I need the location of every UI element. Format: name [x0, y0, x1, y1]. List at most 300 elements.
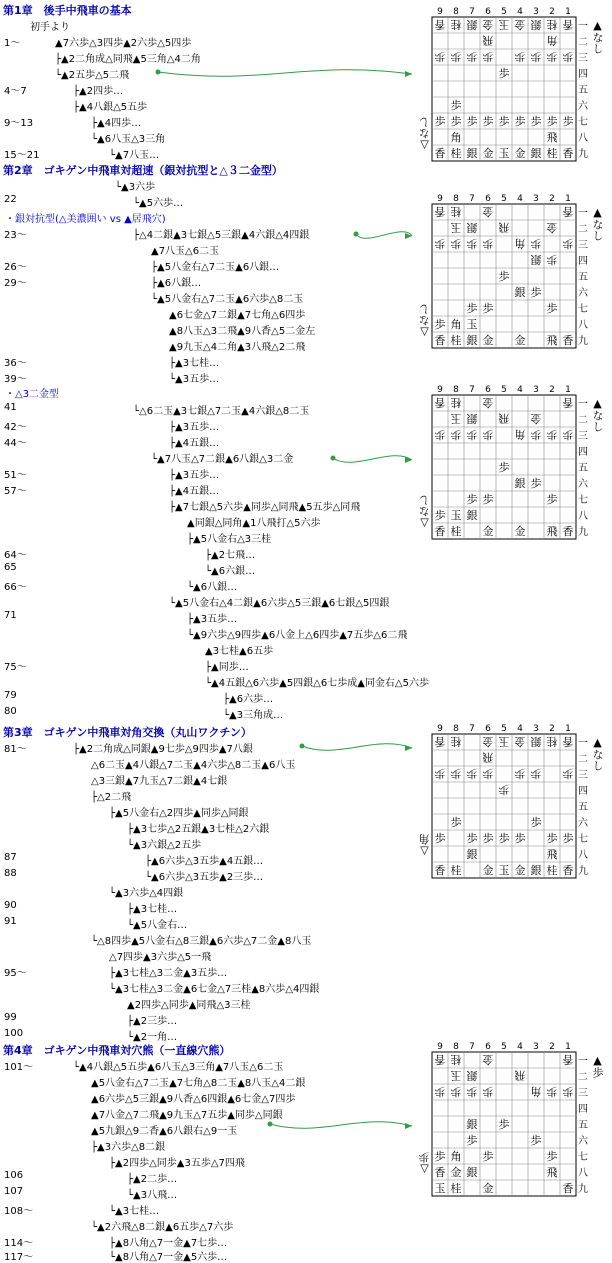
shogi-board — [420, 1040, 612, 1212]
shogi-piece: 歩 — [450, 115, 462, 128]
move-sequence: └▲8八角△7一金▲5六歩… — [109, 1252, 228, 1263]
move-number: 1〜 — [4, 38, 21, 49]
shogi-piece: 歩 — [434, 115, 446, 128]
move-line — [0, 1028, 420, 1042]
move-sequence: ├▲3七桂… — [127, 904, 178, 915]
shogi-piece: 桂 — [450, 1053, 462, 1066]
rank-label: 七 — [578, 834, 588, 845]
rank-label: 七 — [578, 304, 588, 315]
move-sequence: ├▲2七飛… — [205, 550, 256, 561]
shogi-piece: 歩 — [466, 832, 478, 845]
shogi-piece: 歩 — [530, 115, 542, 128]
move-line — [0, 1234, 420, 1248]
move-sequence: ├▲3七歩△2五銀▲3七桂△2六銀 — [127, 824, 270, 835]
move-number: 81〜 — [4, 744, 27, 755]
file-label: 2 — [549, 7, 555, 17]
move-line — [0, 34, 420, 48]
rank-label: 七 — [578, 1152, 588, 1163]
move-sequence: ├▲3七桂△3二金▲3五歩… — [109, 968, 228, 979]
shogi-piece: 歩 — [546, 115, 558, 128]
rank-label: 五 — [578, 1120, 588, 1131]
move-line — [0, 322, 420, 336]
shogi-piece: 香 — [562, 525, 574, 538]
move-line — [0, 916, 420, 930]
rank-label: 六 — [578, 818, 588, 829]
shogi-piece: 金 — [514, 147, 526, 160]
shogi-piece: 歩 — [562, 832, 574, 845]
shogi-piece: 銀 — [466, 848, 478, 861]
shogi-piece: 銀 — [466, 1118, 478, 1131]
move-line — [0, 258, 420, 272]
move-line — [0, 756, 420, 770]
move-line — [0, 82, 420, 96]
file-label: 7 — [469, 724, 475, 734]
rank-label: 五 — [578, 272, 588, 283]
move-sequence: ├▲6六歩△3五歩▲4五銀… — [145, 856, 264, 867]
shogi-piece: 飛 — [546, 848, 558, 861]
move-sequence: ├▲2二角成△同飛▲5三角△4二角 — [55, 54, 201, 65]
move-number: 42〜 — [4, 422, 27, 433]
move-sequence: └▲3五歩… — [169, 374, 220, 385]
shogi-piece: 歩 — [562, 767, 574, 780]
shogi-piece: 歩 — [482, 1150, 494, 1163]
shogi-piece: 金 — [482, 1182, 494, 1195]
file-label: 4 — [517, 1042, 523, 1052]
shogi-piece: 飛 — [482, 751, 494, 764]
move-sequence: └▲6八玉△3三角 — [91, 134, 166, 145]
file-label: 2 — [549, 724, 555, 734]
shogi-piece: 歩 — [530, 1134, 542, 1147]
shogi-piece: 金 — [514, 334, 526, 347]
shogi-piece: 歩 — [530, 50, 542, 63]
move-line — [0, 820, 420, 834]
move-sequence: └▲9六歩△9四歩▲6八金上△6四歩▲7五歩△6二飛 — [187, 630, 408, 641]
shogi-piece: 金 — [482, 525, 494, 538]
move-line — [0, 242, 420, 256]
move-sequence: ├▲4八銀△5五歩 — [73, 102, 148, 113]
move-line — [0, 402, 420, 416]
shogi-piece: 歩 — [546, 428, 558, 441]
shogi-piece: 金 — [482, 396, 494, 409]
shogi-piece: 桂 — [546, 864, 558, 877]
shogi-piece: 歩 — [562, 1085, 574, 1098]
move-sequence: └▲6六銀… — [205, 566, 256, 577]
file-label: 8 — [453, 194, 459, 204]
move-number: 108〜 — [4, 1206, 34, 1217]
shogi-piece: 香 — [434, 396, 446, 409]
gote-hand: ▲なし — [591, 397, 604, 432]
shogi-piece: 歩 — [514, 767, 526, 780]
board-diagram — [420, 722, 612, 894]
shogi-piece: 歩 — [434, 50, 446, 63]
shogi-piece: 飛 — [482, 34, 494, 47]
move-number: 22 — [4, 194, 17, 205]
shogi-piece: 玉 — [450, 221, 462, 234]
move-sequence: ├▲3七桂… — [169, 358, 220, 369]
shogi-piece: 香 — [562, 735, 574, 748]
move-sequence: ├▲8八角△7一金▲7七歩… — [109, 1238, 228, 1249]
sente-hand: △なし — [418, 495, 431, 530]
move-sequence: ├▲5八金右△3三桂 — [187, 534, 272, 545]
shogi-piece: 玉 — [498, 147, 510, 160]
shogi-piece: 歩 — [514, 115, 526, 128]
move-line — [0, 804, 420, 818]
move-line — [0, 594, 420, 608]
move-line — [0, 290, 420, 304]
rank-label: 三 — [578, 431, 588, 442]
move-sequence: ├▲4五銀… — [169, 438, 220, 449]
file-label: 6 — [485, 1042, 491, 1052]
sente-hand: △歩 — [418, 1152, 431, 1176]
shogi-piece: 飛 — [546, 131, 558, 144]
shogi-piece: 銀 — [466, 412, 478, 425]
sente-hand: △角 — [418, 834, 431, 858]
move-sequence: ▲5九銀△9二香▲6八銀右△9一玉 — [91, 1126, 238, 1137]
shogi-piece: 歩 — [450, 50, 462, 63]
shogi-piece: 角 — [514, 428, 526, 441]
shogi-piece: 歩 — [434, 1150, 446, 1163]
rank-label: 三 — [578, 770, 588, 781]
rank-label: 四 — [578, 447, 588, 458]
board-diagram — [420, 383, 612, 555]
file-label: 1 — [565, 194, 571, 204]
move-line — [0, 466, 420, 480]
rank-label: 七 — [578, 117, 588, 128]
shogi-piece: 香 — [562, 864, 574, 877]
shogi-piece: 飛 — [498, 221, 510, 234]
shogi-piece: 桂 — [546, 147, 558, 160]
move-sequence: └▲5六歩… — [133, 198, 184, 209]
shogi-piece: 銀 — [514, 477, 526, 490]
shogi-piece: 玉 — [466, 318, 478, 331]
shogi-piece: 銀 — [530, 864, 542, 877]
shogi-piece: 歩 — [466, 493, 478, 506]
move-line — [0, 306, 420, 320]
gote-hand: ▲なし — [591, 736, 604, 771]
file-label: 1 — [565, 724, 571, 734]
move-sequence: ├▲6六歩… — [223, 694, 274, 705]
shogi-piece: 歩 — [450, 99, 462, 112]
move-line — [0, 338, 420, 352]
shogi-piece: 銀 — [466, 147, 478, 160]
move-line — [0, 450, 420, 464]
shogi-piece: 歩 — [434, 509, 446, 522]
board-diagram — [420, 1040, 612, 1212]
shogi-piece: 歩 — [562, 115, 574, 128]
move-sequence: ▲2四歩△同歩▲同飛△3三桂 — [127, 1000, 251, 1011]
move-line — [0, 642, 420, 656]
move-line — [0, 354, 420, 368]
shogi-piece: 飛 — [546, 525, 558, 538]
move-sequence: ▲9九玉△4二角▲3八飛△2二飛 — [169, 342, 306, 353]
gote-hand: ▲なし — [591, 206, 604, 241]
move-number: 114〜 — [4, 1238, 34, 1249]
file-label: 3 — [533, 7, 539, 17]
shogi-piece: 香 — [434, 864, 446, 877]
file-label: 1 — [565, 1042, 571, 1052]
shogi-piece: 金 — [450, 1166, 462, 1179]
shogi-piece: 歩 — [546, 832, 558, 845]
move-sequence: 初手より — [30, 22, 70, 33]
rank-label: 四 — [578, 69, 588, 80]
shogi-piece: 金 — [482, 735, 494, 748]
shogi-piece: 歩 — [466, 302, 478, 315]
shogi-piece: 歩 — [482, 767, 494, 780]
shogi-piece: 歩 — [466, 237, 478, 250]
shogi-piece: 香 — [434, 18, 446, 31]
shogi-piece: 歩 — [498, 270, 510, 283]
shogi-piece: 歩 — [546, 302, 558, 315]
shogi-piece: 銀 — [466, 18, 478, 31]
rank-label: 三 — [578, 240, 588, 251]
move-line — [0, 836, 420, 850]
shogi-piece: 歩 — [482, 493, 494, 506]
file-label: 6 — [485, 7, 491, 17]
shogi-piece: 飛 — [498, 412, 510, 425]
move-sequence: ▲3七桂▲6五歩 — [205, 646, 274, 657]
shogi-piece: 歩 — [482, 115, 494, 128]
move-line — [0, 274, 420, 288]
rank-label: 一 — [578, 738, 588, 749]
move-number: 79 — [4, 690, 17, 701]
rank-label: 五 — [578, 85, 588, 96]
move-line — [0, 1058, 420, 1072]
file-label: 2 — [549, 194, 555, 204]
move-line — [0, 578, 420, 592]
shogi-piece: 歩 — [450, 428, 462, 441]
move-sequence: └▲5八金右… — [127, 920, 188, 931]
move-sequence: ├△2二飛 — [91, 792, 132, 803]
move-line — [0, 418, 420, 432]
move-number: 41 — [4, 402, 17, 413]
rank-label: 三 — [578, 1088, 588, 1099]
move-line — [0, 146, 420, 160]
shogi-piece: 歩 — [466, 428, 478, 441]
file-label: 2 — [549, 385, 555, 395]
shogi-piece: 銀 — [530, 18, 542, 31]
file-label: 3 — [533, 194, 539, 204]
rank-label: 三 — [578, 53, 588, 64]
rank-label: 二 — [578, 754, 588, 765]
move-line — [0, 98, 420, 112]
shogi-piece: 香 — [434, 525, 446, 538]
move-line — [0, 546, 420, 560]
file-label: 9 — [437, 1042, 443, 1052]
shogi-piece: 歩 — [498, 783, 510, 796]
file-label: 8 — [453, 7, 459, 17]
move-sequence: ├▲2四歩… — [73, 86, 124, 97]
shogi-piece: 香 — [434, 1053, 446, 1066]
shogi-piece: 金 — [482, 864, 494, 877]
move-line — [0, 370, 420, 384]
shogi-piece: 玉 — [498, 864, 510, 877]
file-label: 9 — [437, 7, 443, 17]
file-label: 8 — [453, 1042, 459, 1052]
move-line — [0, 178, 420, 192]
move-number: 39〜 — [4, 374, 27, 385]
move-sequence: ├▲5八金右△2四歩▲同歩△同銀 — [109, 808, 249, 819]
rank-label: 四 — [578, 786, 588, 797]
shogi-piece: 香 — [434, 205, 446, 218]
shogi-piece: 歩 — [498, 1118, 510, 1131]
file-label: 1 — [565, 7, 571, 17]
move-line — [0, 482, 420, 496]
move-line — [0, 1106, 420, 1120]
rank-label: 一 — [578, 1056, 588, 1067]
move-sequence: └▲3六歩△4四銀 — [109, 888, 184, 899]
move-line — [0, 674, 429, 689]
move-number: 29〜 — [4, 278, 27, 289]
rank-label: 一 — [578, 21, 588, 32]
file-label: 5 — [501, 194, 507, 204]
rank-label: 八 — [578, 1168, 588, 1179]
file-label: 5 — [501, 385, 507, 395]
move-line — [0, 1122, 420, 1136]
shogi-piece: 銀 — [466, 509, 478, 522]
shogi-piece: 銀 — [466, 1069, 478, 1082]
file-label: 6 — [485, 194, 491, 204]
shogi-piece: 歩 — [466, 767, 478, 780]
shogi-piece: 香 — [562, 18, 574, 31]
move-sequence: ▲8八玉△3二飛▲9八香△5二金左 — [169, 326, 316, 337]
move-line — [0, 1090, 420, 1104]
chapter-title: 第1章 後手中飛車の基本 — [3, 4, 132, 17]
shogi-piece: 歩 — [530, 767, 542, 780]
shogi-piece: 歩 — [530, 237, 542, 250]
move-line — [0, 18, 420, 32]
move-number: 107 — [4, 1186, 24, 1197]
chapter-title: 第3章 ゴキゲン中飛車対角交換（丸山ワクチン） — [3, 726, 252, 739]
file-label: 7 — [469, 385, 475, 395]
board-diagram — [420, 5, 612, 177]
move-number: 26〜 — [4, 262, 27, 273]
shogi-piece: 歩 — [498, 115, 510, 128]
move-sequence: └▲2五歩△5二飛 — [55, 70, 130, 81]
move-line — [0, 706, 420, 720]
move-line — [0, 1186, 420, 1200]
rank-label: 一 — [578, 208, 588, 219]
move-sequence: ▲7六歩△3四歩▲2六歩△5四歩 — [55, 38, 192, 49]
move-sequence: ├▲2二歩… — [127, 1174, 178, 1185]
shogi-piece: 金 — [514, 18, 526, 31]
move-line — [0, 788, 420, 802]
rank-label: 八 — [578, 320, 588, 331]
move-sequence: ├▲2四歩△同歩▲3五歩△7四飛 — [109, 1158, 245, 1169]
move-sequence: └▲2一角… — [127, 1032, 178, 1043]
shogi-piece: 桂 — [450, 147, 462, 160]
shogi-piece: 香 — [562, 1053, 574, 1066]
shogi-piece: 歩 — [498, 67, 510, 80]
move-sequence: △6二玉▲4八銀△7二玉▲4六歩△8二玉▲6八玉 — [91, 760, 296, 771]
shogi-piece: 飛 — [514, 1069, 526, 1082]
rank-label: 六 — [578, 479, 588, 490]
move-line — [0, 1218, 420, 1232]
move-line — [0, 610, 420, 624]
shogi-piece: 銀 — [514, 286, 526, 299]
shogi-piece: 桂 — [450, 18, 462, 31]
shogi-piece: 歩 — [466, 115, 478, 128]
move-number: 100 — [4, 1028, 24, 1039]
rank-label: 二 — [578, 224, 588, 235]
shogi-piece: 歩 — [450, 816, 462, 829]
rank-label: 六 — [578, 101, 588, 112]
shogi-piece: 歩 — [482, 832, 494, 845]
shogi-piece: 歩 — [514, 832, 526, 845]
move-number: 9〜13 — [4, 118, 34, 129]
shogi-board — [420, 383, 612, 555]
subsection-title: ・△3二金型 — [5, 389, 60, 400]
shogi-board — [420, 722, 612, 894]
shogi-piece: 玉 — [450, 509, 462, 522]
move-number: 64〜 — [4, 550, 27, 561]
file-label: 5 — [501, 7, 507, 17]
move-line — [0, 1012, 420, 1026]
shogi-piece: 角 — [450, 318, 462, 331]
move-sequence: └▲6六歩△3五歩▲2三歩… — [145, 872, 264, 883]
move-sequence: ├▲3五歩… — [169, 470, 220, 481]
shogi-piece: 歩 — [546, 50, 558, 63]
shogi-piece: 桂 — [546, 735, 558, 748]
move-sequence: ├▲2三歩… — [127, 1016, 178, 1027]
move-sequence: └▲3七桂… — [109, 1206, 160, 1217]
shogi-piece: 角 — [514, 237, 526, 250]
shogi-piece: 香 — [562, 205, 574, 218]
rank-label: 二 — [578, 37, 588, 48]
move-number: 90 — [4, 900, 17, 911]
move-line — [0, 884, 420, 898]
shogi-piece: 桂 — [450, 205, 462, 218]
move-sequence: ▲6七金△7二銀▲7七角△6四歩 — [169, 310, 306, 321]
shogi-piece: 角 — [530, 1085, 542, 1098]
shogi-piece: 香 — [434, 1166, 446, 1179]
move-number: 88 — [4, 868, 17, 879]
move-number: 80 — [4, 706, 17, 717]
move-number: 65 — [4, 562, 17, 573]
move-number: 51〜 — [4, 470, 27, 481]
rank-label: 六 — [578, 288, 588, 299]
file-label: 4 — [517, 724, 523, 734]
move-line — [0, 980, 420, 994]
file-label: 8 — [453, 724, 459, 734]
move-sequence: ├▲3五歩… — [187, 614, 238, 625]
shogi-piece: 飛 — [546, 334, 558, 347]
shogi-piece: 玉 — [434, 1182, 446, 1195]
rank-label: 八 — [578, 511, 588, 522]
move-number: 4〜7 — [4, 86, 27, 97]
move-line — [0, 66, 420, 80]
shogi-piece: 金 — [514, 864, 526, 877]
shogi-piece: 歩 — [530, 428, 542, 441]
move-sequence: ▲7八玉△6二玉 — [151, 246, 220, 257]
move-sequence: ├▲3五歩… — [169, 422, 220, 433]
shogi-piece: 歩 — [466, 1085, 478, 1098]
shogi-piece: 金 — [482, 205, 494, 218]
sente-hand: △なし — [418, 117, 431, 152]
move-sequence: ├▲4四歩… — [91, 118, 142, 129]
shogi-piece: 歩 — [546, 253, 558, 266]
shogi-piece: 金 — [514, 735, 526, 748]
file-label: 7 — [469, 194, 475, 204]
move-line — [0, 434, 420, 448]
move-line — [0, 658, 420, 672]
file-label: 9 — [437, 385, 443, 395]
move-number: 101〜 — [4, 1062, 34, 1073]
move-sequence: ├▲6八銀… — [151, 278, 202, 289]
shogi-piece: 桂 — [450, 864, 462, 877]
shogi-piece: 歩 — [562, 428, 574, 441]
move-sequence: ▲5八金右△7二玉▲7七角△8二玉▲8八玉△4二銀 — [91, 1078, 306, 1089]
move-line — [0, 740, 420, 754]
